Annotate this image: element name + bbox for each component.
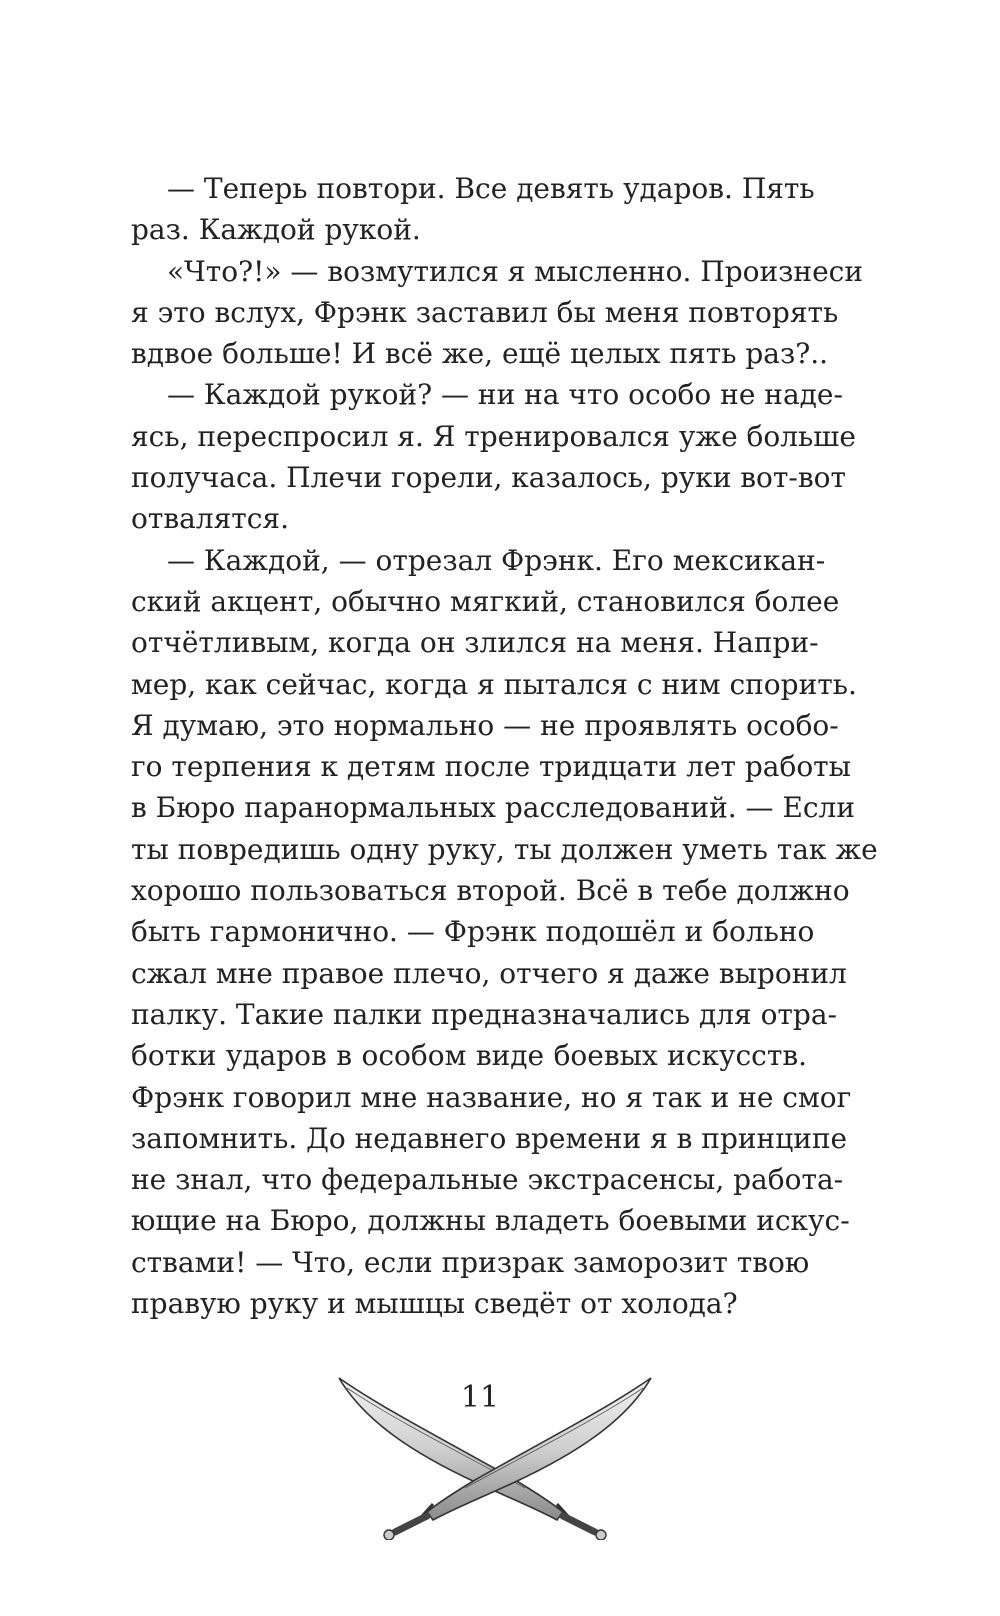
text-line: хорошо пользоваться второй. Всё в тебе должно [131, 874, 850, 908]
text-line: вдвое больше! И всё же, ещё целых пять раз?.. [131, 337, 829, 371]
text-line: — Теперь повтори. Все девять ударов. Пять [167, 172, 815, 205]
text-line: ты повредишь одну руку, ты должен уметь так же [131, 832, 878, 866]
text-line: запомнить. До недавнего времени я в принципе [131, 1121, 848, 1155]
text-line: быть гармонично. — Фрэнк подошёл и больно [131, 915, 815, 949]
text-line: — Каждой рукой? — ни на что особо не наде- [167, 378, 843, 412]
text-line: Я думаю, это нормально — не проявлять особо- [131, 708, 839, 742]
text-line: го терпения к детям после тридцати лет работы [131, 750, 851, 784]
text-line: палку. Такие палки предназначались для отра- [131, 997, 838, 1031]
text-line: Фрэнк говорил мне название, но я так и не смог [131, 1080, 852, 1114]
text-line: сжал мне правое плечо, отчего я даже выронил [131, 956, 847, 990]
text-line: раз. Каждой рукой. [131, 213, 421, 247]
text-line: не знал, что федеральные экстрасенсы, работа- [131, 1163, 844, 1197]
page-number: 11 [460, 1380, 500, 1415]
text-line: ствами! — Что, если призрак заморозит твою [131, 1245, 810, 1279]
text-line: — Каждой, — отрезал Фрэнк. Его мексикан- [167, 543, 826, 577]
text-line: «Что?!» — возмутился я мысленно. Произнеси [167, 254, 864, 288]
text-line: отчётливым, когда он злился на меня. Напри- [131, 626, 819, 660]
text-line: ющие на Бюро, должны владеть боевыми искус- [131, 1204, 850, 1238]
text-line: я это вслух, Фрэнк заставил бы меня повторять [131, 295, 839, 329]
text-line: отвалятся. [131, 502, 289, 536]
text-line: ясь, переспросил я. Я тренировался уже больше [131, 419, 856, 453]
text-line: в Бюро паранормальных расследований. — Если [131, 791, 856, 825]
text-line: мер, как сейчас, когда я пытался с ним спорить. [131, 667, 857, 701]
text-line: ский акцент, обычно мягкий, становился более [131, 584, 840, 618]
body-text [131, 168, 878, 1324]
text-line: ботки ударов в особом виде боевых искусств. [131, 1039, 807, 1073]
text-line: правую руку и мышцы сведёт от холода? [131, 1287, 738, 1321]
text-line: получаса. Плечи горели, казалось, руки вот-вот [131, 461, 846, 495]
